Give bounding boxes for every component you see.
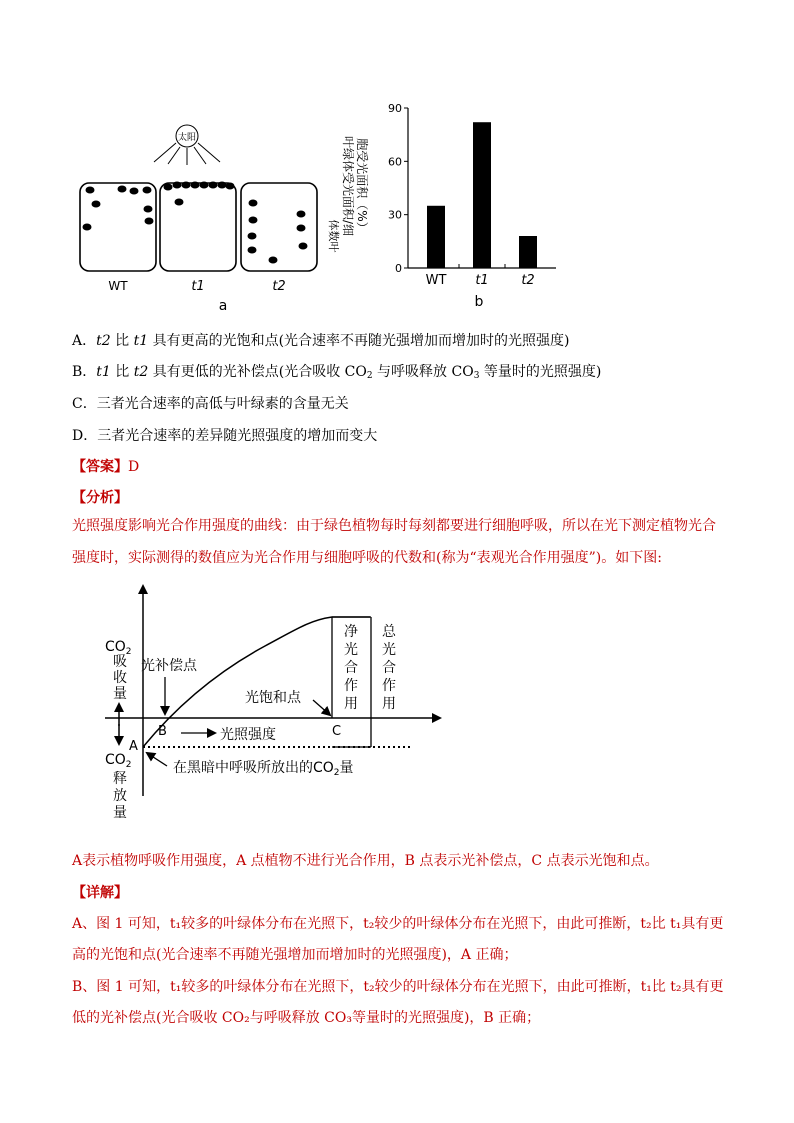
light-intensity-label: 光照强度 [220,727,276,743]
saturation-label: 光饱和点 [245,690,301,706]
point-a-label: A [129,739,138,754]
svg-text:光: 光 [382,642,396,658]
option-b[interactable]: B．t1 比 t2 具有更低的光补偿点(光合吸收 $CO_2$ 与呼吸释放 $CO_3$ 等量时的光照强度) [72,364,602,381]
y-tick-label: 90 [388,102,402,115]
bar-t1 [473,122,491,268]
point-b-label: B [158,724,167,739]
svg-text:放: 放 [113,788,127,804]
cell-label-t1: t1 [191,279,205,294]
option-a[interactable]: A．t2 比 t1 具有更高的光饱和点(光合速率不再随光强增加而增加时的光照强度) [72,333,570,349]
svg-text:光: 光 [344,642,358,658]
svg-text:作: 作 [382,678,396,694]
svg-text:CO2: $CO_2$ [105,639,132,657]
point-c-label: C [332,724,342,739]
svg-text:吸: 吸 [113,654,127,670]
cell-label-wt: WT [108,279,128,293]
y-axis-label-side: 体数叶 [327,219,340,253]
svg-text:用: 用 [344,696,358,712]
svg-text:量: 量 [113,686,127,702]
bar-t2 [519,236,537,268]
detail-a-line2: 高的光饱和点(光合速率不再随光强增加而增加时的光照强度)，A 正确； [72,947,518,963]
sun-label: 太阳 [177,133,197,143]
figure-a [70,118,330,318]
net-label [344,624,358,712]
y-axis-label-line1: 叶绿体受光面积/细 [341,135,355,237]
y-tick-label: 30 [388,208,402,222]
svg-text:量: 量 [113,805,127,821]
detail-b-line1: B、图 1 可知，t₁较多的叶绿体分布在光照下，t₂较少的叶绿体分布在光照下，由此可推断，t₁比 t₂具有更 [72,979,724,995]
bar-wt [427,206,445,268]
answer-line [72,456,139,476]
figure-a-caption: a [218,298,228,314]
dark-respiration-label: 在黑暗中呼吸所放出的$CO_2$量 [173,760,354,778]
analysis-tag: 【分析】 [72,490,128,506]
compensation-label: 光补偿点 [141,658,197,674]
cell-t2 [241,183,317,271]
co2-absorb-label [105,639,132,702]
svg-text:收: 收 [113,670,127,686]
x-tick-label-t1: t1 [475,273,489,288]
svg-text:作: 作 [344,678,358,694]
light-curve-figure [95,578,455,828]
svg-text:CO2: $CO_2$ [105,752,132,770]
explain-line: A表示植物呼吸作用强度，A 点植物不进行光合作用，B 点表示光补偿点，C 点表示光饱和点。 [72,853,659,869]
svg-text:总: 总 [382,624,396,640]
answer-value: D [128,459,140,475]
svg-text:净: 净 [344,624,358,640]
answer-tag: 【答案】 [72,459,128,475]
x-tick-label-t2: t2 [521,273,535,288]
figure-b-bar-chart [318,96,568,316]
svg-text:合: 合 [382,660,396,676]
detail-tag: 【详解】 [72,885,128,901]
option-c[interactable]: C．三者光合速率的高低与叶绿素的含量无关 [72,396,349,412]
cell-label-t2: t2 [272,279,286,294]
detail-b-line2: 低的光补偿点(光合吸收 CO₂与呼吸释放 CO₃等量时的光照强度)，B 正确； [72,1010,541,1026]
y-axis-label-line2: 胞受光面积（%） [355,138,369,234]
detail-a-line1: A、图 1 可知，t₁较多的叶绿体分布在光照下，t₂较少的叶绿体分布在光照下，由此可推断，t₂比 t₁具有更 [72,916,724,932]
y-tick-label: 60 [388,155,402,169]
svg-text:释: 释 [113,771,127,787]
bars [427,122,537,268]
co2-release-label [105,752,132,821]
figure-b-caption: b [474,294,484,310]
sun-icon [154,125,220,165]
y-tick-label: 0 [395,262,402,275]
x-tick-label-wt: WT [425,273,447,288]
y-ticks [388,102,408,275]
cell-t1 [160,183,236,271]
option-d[interactable]: D．三者光合速率的差异随光照强度的增加而变大 [72,428,378,444]
analysis-text: 光照强度影响光合作用强度的曲线：由于绿色植物每时每刻都要进行细胞呼吸，所以在光下测定植物光合强度时，实际测得的数值应为光合作用与细胞呼吸的代数和(称为“表观光合作用强度”)。如下图: [72,518,716,566]
total-label [382,624,397,712]
svg-text:合: 合 [344,660,358,676]
svg-text:用: 用 [382,696,396,712]
